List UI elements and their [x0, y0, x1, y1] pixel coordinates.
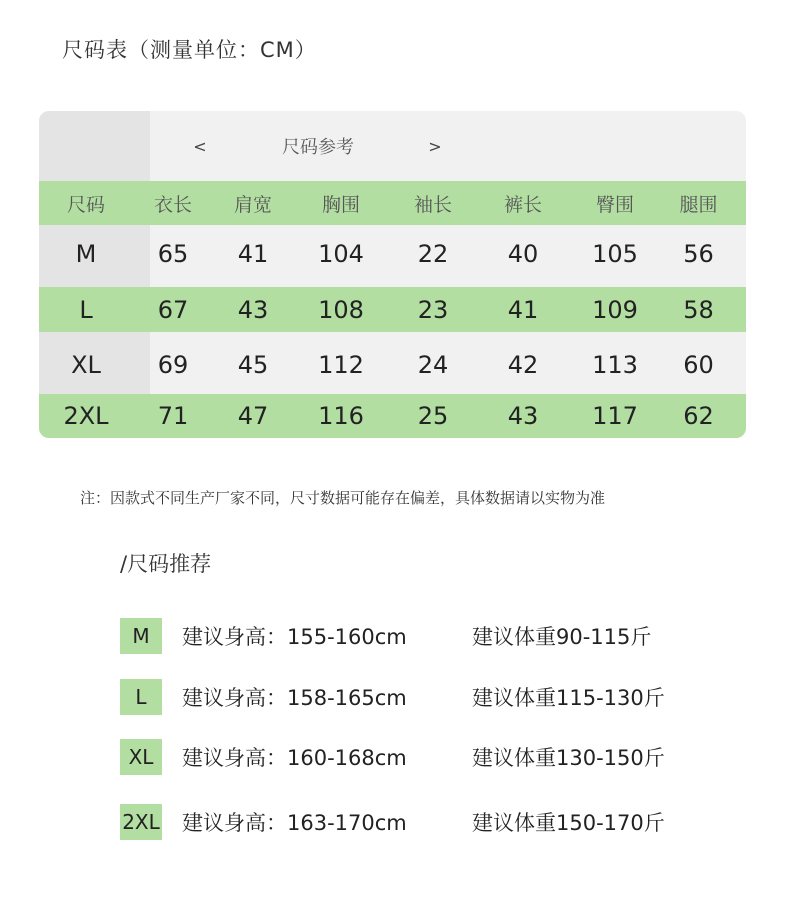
table-cell: 45	[237, 351, 269, 379]
table-header-row	[39, 181, 746, 225]
header-shoulder: 肩宽	[233, 193, 272, 216]
next-arrow-icon[interactable]: >	[428, 136, 442, 156]
header-hip: 臀围	[595, 193, 634, 216]
table-cell: 43	[507, 402, 539, 430]
recommend-item-l	[120, 679, 720, 715]
header-thigh: 腿围	[679, 193, 718, 216]
recommend-weight: 建议体重150-170斤	[472, 811, 665, 835]
table-row	[39, 225, 746, 283]
header-pants-length: 裤长	[503, 193, 542, 216]
table-cell: 41	[507, 295, 539, 324]
table-cell: 40	[507, 240, 539, 268]
table-cell: 25	[417, 402, 449, 430]
recommend-weight: 建议体重90-115斤	[472, 625, 652, 649]
recommend-weight: 建议体重130-150斤	[472, 746, 665, 770]
header-sleeve: 袖长	[413, 193, 452, 216]
table-row	[39, 287, 746, 332]
table-cell: 62	[683, 402, 714, 430]
size-cell: 2XL	[63, 402, 109, 430]
recommend-item-xl	[120, 739, 720, 775]
recommend-item-2xl	[120, 804, 720, 840]
table-cell: 56	[683, 240, 714, 268]
table-cell: 67	[157, 295, 189, 324]
recommend-item-m	[120, 618, 720, 654]
size-badge: L	[120, 679, 162, 715]
table-cell: 58	[683, 295, 714, 324]
recommend-title: /尺码推荐	[120, 552, 212, 576]
header-size: 尺码	[66, 193, 105, 216]
table-cell: 108	[318, 295, 364, 324]
recommend-height: 建议身高：163-170cm	[182, 811, 407, 835]
table-cell: 117	[592, 402, 638, 430]
size-cell: L	[79, 295, 93, 324]
table-cell: 47	[237, 402, 269, 430]
table-nav-row	[39, 111, 746, 181]
table-cell: 43	[237, 295, 269, 324]
size-table	[39, 111, 746, 438]
disclaimer-note: 注：因款式不同生产厂家不同，尺寸数据可能存在偏差，具体数据请以实物为准	[80, 489, 606, 507]
size-cell: M	[75, 240, 97, 268]
table-row	[39, 337, 746, 393]
page-title: 尺码表（测量单位：CM）	[62, 38, 317, 62]
table-cell: 104	[318, 240, 364, 268]
header-chest: 胸围	[321, 193, 360, 216]
table-cell: 69	[157, 351, 189, 379]
table-cell: 65	[157, 240, 189, 268]
table-nav-label: 尺码参考	[282, 137, 354, 158]
size-badge: M	[120, 618, 162, 654]
table-cell: 23	[417, 295, 449, 324]
recommend-height: 建议身高：160-168cm	[182, 746, 407, 770]
recommend-height: 建议身高：158-165cm	[182, 686, 407, 710]
header-length: 衣长	[153, 193, 192, 216]
size-badge: XL	[120, 739, 162, 775]
table-cell: 112	[318, 351, 364, 379]
table-row	[39, 394, 746, 438]
table-cell: 60	[683, 351, 714, 379]
size-badge: 2XL	[120, 804, 162, 840]
table-cell: 22	[417, 240, 449, 268]
table-cell: 109	[592, 295, 638, 324]
prev-arrow-icon[interactable]: <	[193, 136, 207, 156]
table-cell: 71	[157, 402, 189, 430]
table-cell: 113	[592, 351, 638, 379]
table-cell: 41	[237, 240, 269, 268]
table-cell: 116	[318, 402, 364, 430]
recommend-height: 建议身高：155-160cm	[182, 625, 407, 649]
table-cell: 42	[507, 351, 539, 379]
table-cell: 105	[592, 240, 638, 268]
recommend-weight: 建议体重115-130斤	[472, 686, 665, 710]
table-cell: 24	[417, 351, 449, 379]
size-cell: XL	[71, 351, 101, 379]
